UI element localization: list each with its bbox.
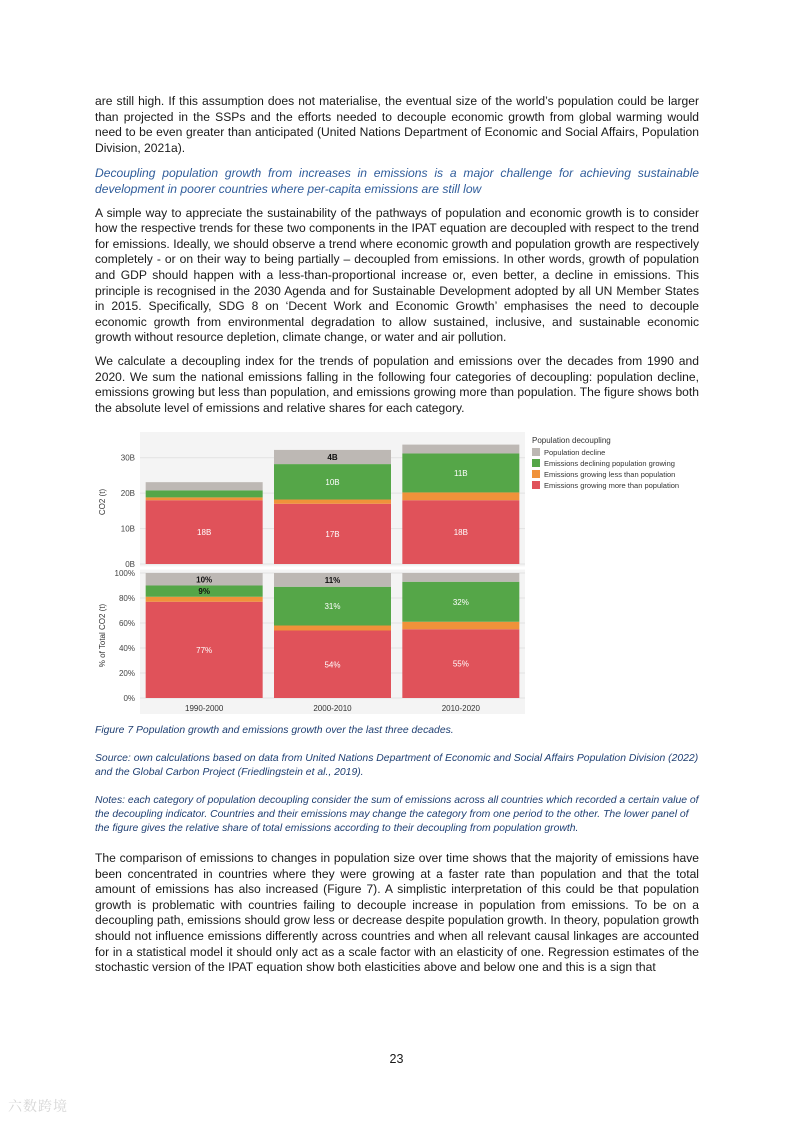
figure-caption-block bbox=[95, 724, 699, 836]
paragraph-4: The comparison of emissions to changes in population size over time shows that the majority of emissions have been concentrated in countries where they were growing at a faster rate than population and that the total amount of emissions has also increased (Figure 7). A simplistic interpretation of this could be that population growth is problematic with countries failing to decouple increase in population from emissions. To be on a decoupling path, emissions should grow less or decrease despite population growth. In theory, population growth should not influence emissions differently across countries and when all relevant causal linkages are accounted for in a statistical model it should only act as a scale factor with an elasticity of one. Regression estimates of the stochastic version of the IPAT equation show both elasticities above and below one and this is a sign that bbox=[95, 851, 699, 975]
bar-segment-emissions-growing-less-than-population bbox=[402, 622, 519, 630]
bar-segment-emissions-growing-less-than-population bbox=[146, 497, 263, 500]
bar-segment-population-decline bbox=[402, 445, 519, 454]
data-label: 77% bbox=[196, 645, 213, 655]
data-label: 10% bbox=[196, 575, 213, 585]
bar-segment-emissions-growing-less-than-population bbox=[274, 626, 391, 631]
legend-swatch bbox=[532, 470, 540, 478]
data-label: 18B bbox=[453, 528, 468, 538]
page-body bbox=[95, 94, 699, 424]
legend-swatch bbox=[532, 481, 540, 489]
figure-caption: Figure 7 Population growth and emissions growth over the last three decades. bbox=[95, 725, 454, 736]
page-number: 23 bbox=[389, 1052, 404, 1066]
paragraph-2: A simple way to appreciate the sustainability of the pathways of population and economic growth is to consider how the respective trends for these two components in the IPAT equation are decoupled with respect to the trend for emissions. Ideally, we should observe a trend where economic growth and population growth are respectively completely - or on their way to being partially – decoupled from emissions. In other words, growth of population and GDP should happen with a less-than-proportional increase or, even better, a decline in emissions. This principle is recognised in the 2030 Agenda and for Sustainable Development adopted by all UN Member States in 2015. Specifically, SDG 8 on ‘Decent Work and Economic Growth’ emphasises the need to decouple economic growth from environmental degradation to allow sustained, inclusive, and sustainable economic growth without resource depletion, climate change, or water and air pollution. bbox=[95, 205, 699, 345]
legend-swatch bbox=[532, 459, 540, 467]
bar-segment-emissions-growing-less-than-population bbox=[274, 500, 391, 504]
legend-label: Population decline bbox=[544, 448, 606, 457]
section-subheading: Decoupling population growth from increases in emissions is a major challenge for achieving sustainable development in poorer countries where per-capita emissions are still low bbox=[95, 166, 699, 196]
legend-title: Population decoupling bbox=[532, 436, 611, 445]
y-tick-label: 0B bbox=[125, 560, 135, 569]
y-tick-label: 0% bbox=[123, 694, 135, 703]
x-tick-label: 2010-2020 bbox=[441, 704, 480, 713]
y-axis-label: % of Total CO2 (t) bbox=[98, 603, 107, 668]
figure-7 bbox=[95, 432, 705, 716]
data-label: 55% bbox=[452, 659, 469, 669]
y-tick-label: 100% bbox=[114, 569, 135, 578]
y-tick-label: 40% bbox=[118, 644, 135, 653]
y-tick-label: 80% bbox=[118, 594, 135, 603]
data-label: 32% bbox=[452, 597, 469, 607]
y-axis-label: CO2 (t) bbox=[98, 488, 107, 516]
data-label: 11B bbox=[454, 468, 468, 478]
bar-segment-population-decline bbox=[402, 573, 519, 582]
data-label: 17B bbox=[325, 529, 340, 539]
data-label: 9% bbox=[198, 587, 210, 597]
watermark: 六数跨境 bbox=[8, 1098, 68, 1114]
y-tick-label: 20% bbox=[118, 669, 135, 678]
bar-segment-emissions-growing-less-than-population bbox=[146, 597, 263, 602]
data-label: 18B bbox=[197, 528, 212, 538]
data-label: 4B bbox=[327, 453, 338, 463]
legend-label: Emissions growing less than population bbox=[544, 470, 676, 479]
y-tick-label: 10B bbox=[120, 524, 135, 534]
y-tick-label: 20B bbox=[120, 489, 135, 499]
data-label: 31% bbox=[324, 602, 341, 612]
legend-swatch bbox=[532, 448, 540, 456]
x-tick-label: 2000-2010 bbox=[313, 704, 352, 713]
page-body-continued bbox=[95, 851, 699, 984]
x-tick-label: 1990-2000 bbox=[185, 704, 224, 713]
y-tick-label: 30B bbox=[120, 453, 135, 463]
bar-segment-population-decline bbox=[146, 482, 263, 490]
legend-label: Emissions growing more than population bbox=[544, 481, 680, 490]
paragraph-1: are still high. If this assumption does not materialise, the eventual size of the world’s population could be larger than projected in the SSPs and the efforts needed to decouple economic growth from global warming would need to be even greater than anticipated (United Nations Department of Economic and Social Affairs, Population Division, 2021a). bbox=[95, 94, 699, 155]
bar-segment-emissions-declining-population-growing bbox=[146, 490, 263, 497]
figure-notes: Notes: each category of population decoupling consider the sum of emissions across all countries which recorded a certain value of the decoupling indicator. Countries and their emissions may change the category from one period to the other. The lower panel of the figure gives the relative share of total emissions according to their decoupling from population growth. bbox=[95, 795, 699, 834]
bar-segment-emissions-growing-less-than-population bbox=[402, 492, 519, 500]
data-label: 10B bbox=[325, 477, 340, 487]
y-tick-label: 60% bbox=[118, 619, 135, 628]
figure-source: Source: own calculations based on data from United Nations Department of Economic and Social Affairs Population Division (2022) and the Global Carbon Project (Friedlingstein et al., 2019). bbox=[95, 753, 699, 778]
legend-label: Emissions declining population growing bbox=[544, 459, 675, 468]
decoupling-chart bbox=[95, 432, 705, 716]
paragraph-3: We calculate a decoupling index for the trends of population and emissions over the decades from 1990 and 2020. We sum the national emissions falling in the following four categories of decoupling: population decline, emissions growing but less than population, and emissions growing more than population. The figure shows both the absolute level of emissions and relative shares for each category. bbox=[95, 353, 699, 415]
data-label: 11% bbox=[324, 575, 341, 585]
data-label: 54% bbox=[324, 660, 341, 670]
